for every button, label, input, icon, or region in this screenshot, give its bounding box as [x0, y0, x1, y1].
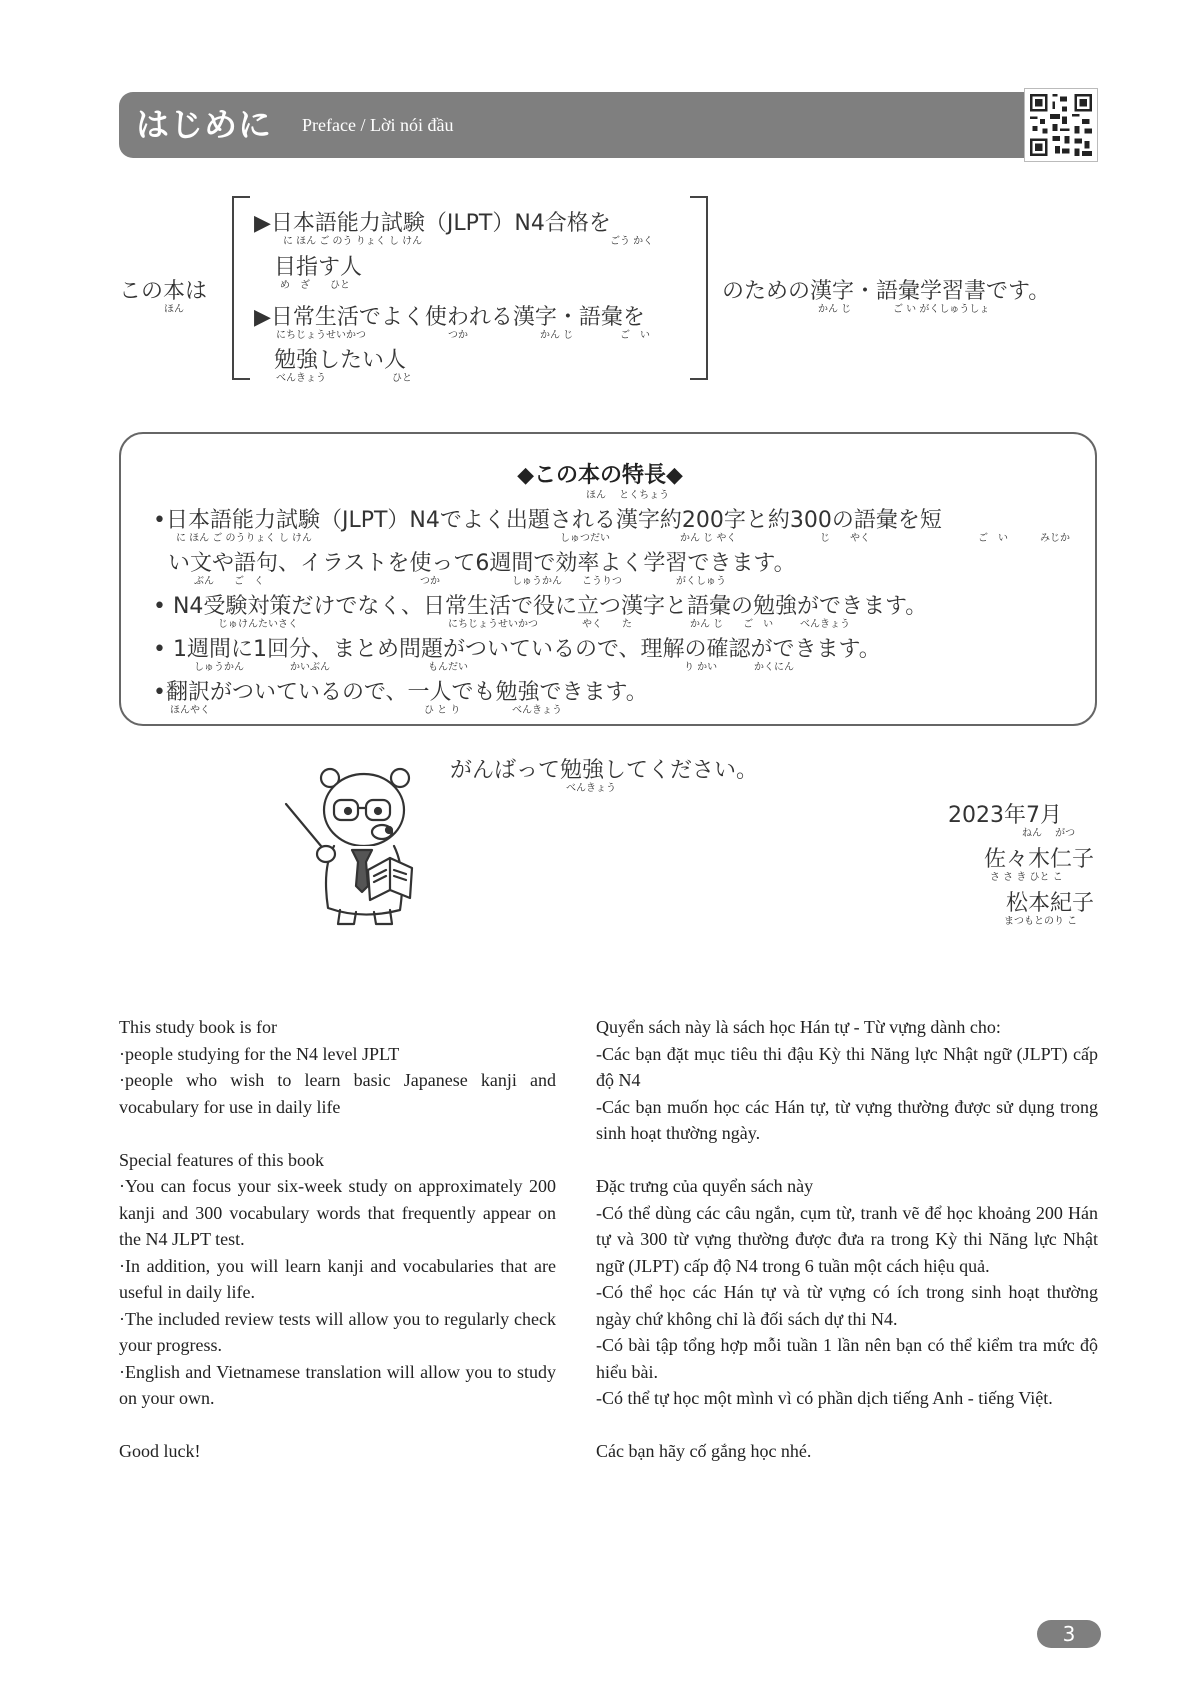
page-subtitle: Preface / Lời nói đầu [302, 115, 454, 135]
feature-bullet-2-ruby-e: べんきょう [800, 619, 850, 630]
feature-bullet-3-ruby-d: り かい [684, 662, 718, 673]
intro-item2-ruby6: ひと [392, 373, 412, 384]
feature-bullet-3-ruby-a: しゅうかん [194, 662, 244, 673]
feature-bullet-1-ruby-a: に ほん ご のうりょく し けん [176, 533, 312, 544]
vietnamese-column [596, 1014, 1098, 1465]
intro-item1-line2: 目指す人 [274, 255, 363, 280]
intro-item1-line1: ▶日本語能力試験（JLPT）N4合格を [254, 211, 611, 236]
intro-item2-ruby1: にちじょうせいかつ [276, 330, 366, 341]
feature-bullet-1-line1: •日本語能力試験（JLPT）N4でよく出題される漢字約200字と約300の語彙を短 [153, 508, 942, 533]
page-title: はじめに [136, 105, 272, 144]
feature-bullet-1-line2: い文や語句、イラストを使って6週間で効率よく学習できます。 [168, 551, 796, 576]
vietnamese-paragraph: -Các bạn muốn học các Hán tự, từ vựng thường được sử dụng trong sinh hoạt thường ngày. [596, 1096, 1098, 1143]
feature-bullet-4: •翻訳がついているので、一人でも勉強できます。 [153, 680, 648, 705]
feature-bullet-4-ruby-c: べんきょう [512, 705, 562, 716]
vietnamese-paragraph: -Có thể học các Hán tự và từ vựng có ích trong sinh hoạt thường ngày chứ không chỉ là đối sách dự thi N4. [596, 1282, 1098, 1329]
feature-bullet-3-ruby-b: かいぶん [290, 662, 330, 673]
feature-bullet-1-ruby-h: つか [420, 576, 440, 587]
closing-date-ruby: ねん がつ [1022, 828, 1076, 839]
bear-teacher-illustration [282, 758, 432, 928]
feature-bullet-1-ruby-i: しゅうかん こうりつ [512, 576, 622, 587]
english-paragraph: Good luck! [119, 1441, 201, 1461]
intro-item1-ruby2: ごう かく [610, 236, 654, 247]
feature-bullet-3: • 1週間に1回分、まとめ問題がついているので、理解の確認ができます。 [153, 637, 881, 662]
vietnamese-paragraph: Đặc trưng của quyển sách này [596, 1176, 814, 1196]
english-paragraph: This study book is for [119, 1017, 278, 1037]
author-2-ruby: まつもとのり こ [1004, 916, 1078, 927]
intro-item1-ruby1: に ほん ご のう りょく し けん [283, 236, 423, 247]
intro-item2-line1: ▶日常生活でよく使われる漢字・語彙を [254, 305, 645, 330]
feature-bullet-3-ruby-c: もんだい [428, 662, 468, 673]
english-paragraph: ·You can focus your six-week study on approximately 200 kanji and 300 vocabulary words that frequently appear on the N4 JLPT test. [119, 1176, 556, 1249]
english-paragraph: Special features of this book [119, 1149, 324, 1170]
features-title-ruby: ほん とくちょう [586, 490, 670, 501]
feature-bullet-1-ruby-c: かん じ やく [680, 533, 737, 544]
feature-bullet-1-ruby-j: がくしゅう [676, 576, 726, 587]
intro-tail-ruby1: かん じ [818, 304, 852, 315]
intro-item1-ruby3: め ざ ひと [280, 280, 350, 291]
feature-bullet-4-ruby-a: ほんやく [170, 705, 210, 716]
feature-bullet-1-ruby-f: みじか [1040, 533, 1070, 544]
english-paragraph: ·people studying for the N4 level JPLT [119, 1043, 400, 1064]
feature-bullet-2-ruby-a: じゅけんたいさく [218, 619, 298, 630]
intro-item2-ruby4: ご い [620, 330, 650, 341]
page-number: 3 [1037, 1620, 1101, 1648]
intro-item2-line2: 勉強したい人 [274, 348, 407, 373]
feature-bullet-2: • N4受験対策だけでなく、日常生活で役に立つ漢字と語彙の勉強ができます。 [153, 594, 928, 619]
feature-bullet-4-ruby-b: ひ と り [424, 705, 461, 716]
feature-bullet-1-ruby-e: ご い [978, 533, 1008, 544]
intro-item2-ruby5: べんきょう [276, 373, 326, 384]
english-paragraph: ·In addition, you will learn kanji and vocabularies that are useful in daily life. [119, 1255, 556, 1302]
english-paragraph: ·The included review tests will allow you to regularly check your progress. [119, 1308, 556, 1355]
feature-bullet-1-ruby-d: じ やく [820, 533, 870, 544]
english-paragraph: ·English and Vietnamese translation will allow you to study on your own. [119, 1361, 556, 1408]
vietnamese-paragraph: Các bạn hãy cố gắng học nhé. [596, 1441, 812, 1461]
closing-date: 2023年7月 [948, 803, 1062, 828]
intro-lead-ruby: ほん [164, 304, 184, 315]
vietnamese-paragraph: -Có thể tự học một mình vì có phần dịch tiếng Anh - tiếng Việt. [596, 1388, 1053, 1408]
feature-bullet-3-ruby-e: かくにん [754, 662, 794, 673]
feature-bullet-2-ruby-b: にちじょうせいかつ [448, 619, 538, 630]
feature-bullet-2-ruby-c: やく た [582, 619, 632, 630]
features-title: ◆この本の特長◆ [517, 463, 683, 488]
author-1: 佐々木仁子 [984, 847, 1095, 872]
closing-message: がんばって勉強してください。 [450, 758, 759, 783]
feature-bullet-2-ruby-d: かん じ ご い [690, 619, 774, 630]
vietnamese-paragraph: Quyển sách này là sách học Hán tự - Từ vựng dành cho: [596, 1017, 1001, 1037]
feature-bullet-1-ruby-b: しゅつだい [560, 533, 610, 544]
feature-bullet-1-ruby-g: ぶん ご く [194, 576, 264, 587]
intro-item2-ruby3: かん じ [540, 330, 574, 341]
right-bracket [690, 196, 708, 380]
author-2: 松本紀子 [1006, 891, 1095, 916]
author-1-ruby: さ さ き ひと こ [990, 872, 1063, 883]
intro-tail-ruby2: ご い がくしゅうしょ [893, 304, 990, 315]
closing-message-ruby: べんきょう [566, 783, 616, 794]
intro-item2-ruby2: つか [448, 330, 468, 341]
qr-code-icon[interactable] [1024, 88, 1098, 162]
vietnamese-paragraph: -Các bạn đặt mục tiêu thi đậu Kỳ thi Năng lực Nhật ngữ (JLPT) cấp độ N4 [596, 1043, 1098, 1090]
left-bracket [232, 196, 250, 380]
intro-lead: この本は [119, 279, 208, 304]
vietnamese-paragraph: -Có bài tập tổng hợp mỗi tuần 1 lần nên bạn có thể kiểm tra mức độ hiểu bài. [596, 1335, 1098, 1382]
english-column [119, 1014, 556, 1465]
intro-tail: のための漢字・語彙学習書です。 [722, 279, 1051, 304]
vietnamese-paragraph: -Có thể dùng các câu ngắn, cụm từ, tranh vẽ để học khoảng 200 Hán tự và 300 từ vựng thường được đưa ra trong Kỳ thi Năng lực Nhật ngữ (JLPT) cấp độ N4 trong 6 tuần một cách hiệu quả. [596, 1202, 1098, 1276]
english-paragraph: ·people who wish to learn basic Japanese kanji and vocabulary for use in daily life [119, 1070, 556, 1117]
